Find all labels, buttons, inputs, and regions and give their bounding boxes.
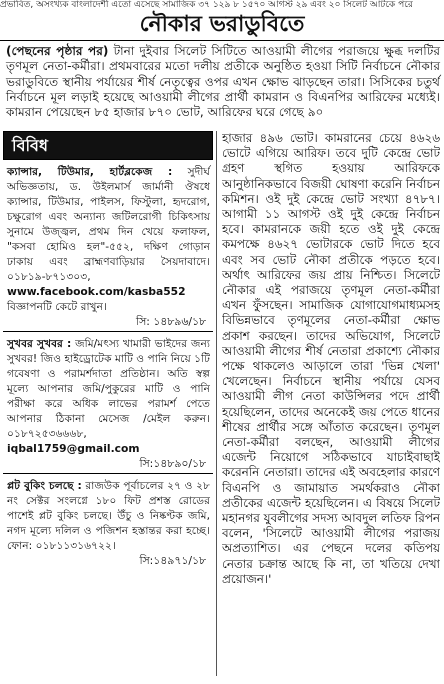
ad-code: সি:১৪৯৭১/১৮ xyxy=(139,554,206,567)
ad-email-link[interactable]: iqbal1759@gmail.com xyxy=(7,442,140,455)
column-divider xyxy=(216,131,217,676)
article-body-text: হাজার ৪৯৬ ভোট। কামরানের চেয়ে ৪৬২৬ ভোটে এগিয়ে আরিফ। তবে দুটি কেন্দ্রে ভোট গ্রহণ স্থগিত হওয়ায় আরিফকে আনুষ্ঠানিকভাবে বিজয়ী ঘোষণা করেনি নির্বাচন কমিশন। ওই দুই কেন্দ্রে ভোট সংখ্যা ৪৭৮৭। আগামী ১১ আগস্ট ওই দুই কেন্দ্রে নির্বাচন হবে। কামরানকে জয়ী হতে ওই দুই কেন্দ্রে কমপক্ষে ৪৬২৭ ভোটারকে ভোট দিতে হবে এবং সব ভোট নৌকা প্রতীকে পড়তে হবে। অর্থাৎ আরিফের জয় প্রায় নিশ্চিত। সিলেটে নৌকার এই পরাজয়ে তৃণমূল নেতা-কর্মীরা এখন ফুঁসছেন। সামাজিক যোগাযোগমাধ্যমসহ বিভিন্নভাবে তৃণমূলের নেতা-কর্মীরা ক্ষোভ প্রকাশ করছেন। তাদের অভিযোগ, সিলেটে আওয়ামী লীগের শীর্ষ নেতারা প্রকাশ্যে নৌকার পক্ষে থাকলেও আড়ালে তারা 'ভিন্ন খেলা' খেলেছেন। নির্বাচনে স্থানীয় পর্যায়ে যেসব আওয়ামী লীগ নেতা কাউন্সিলর পদে প্রার্থী হয়েছিলেন, তাদের অনেকেই জয় পেতে ধানের শীষের প্রার্থীর সঙ্গে আঁতাত করেছেন। তৃণমূল নেতা-কর্মীরা বলছেন, আওয়ামী লীগের এজেন্ট নিয়োগে সঠিকভাবে যাচাইবাছাই করেননি নেতারা। তাদের এই অবহেলার কারণে বিএনপি ও জামায়াত সমর্থকরাও নৌকা প্রতীকের এজেন্ট হয়েছিলেন। এ বিষয়ে সিলেট মহানগর যুবলীগের সদস্য আবদুল লতিফ রিপন বলেন, 'সিলেটে আওয়ামী লীগের পরাজয় অপ্রত্যাশিত। এর পেছনে দলের কতিপয় নেতার চক্রান্ত আছে কি না, তা খতিয়ে দেখা প্রয়োজন।' xyxy=(222,131,440,586)
lead-text: টানা দুইবার সিলেট সিটিতে আওয়ামী লীগের পরাজয়ে ক্ষুব্ধ দলটির তৃণমূল নেতা-কর্মীরা। প্রথমবারের মতো দলীয় প্রতীকে অনুষ্ঠিত হওয়া সিটি নির্বাচনে নৌকার ভরাডুবিতে স্থানীয় পর্যায়ের শীর্ষ নেতৃত্বের ওপর এখন ক্ষোভ ঝাড়ছেন তারা। সিসিকের চতুর্থ নির্বাচনে মূল লড়াই হয়েছে আওয়ামী লীগের প্রার্থী কামরান ও বিএনপির আরিফের মধ্যেই। কামরান পেয়েছেন ৮৫ হাজার ৮৭০ ভোট, আরিফের ঘরে গেছে ৯০ xyxy=(6,44,440,120)
ad-body: রাজউক পূর্বাচলের ২৭ ও ২৮ নং সেক্টর সংলগ্নে ১৮০ ফিট প্রশস্ত রোডের পাশেই প্লট বুকিং চলছে। উঁচু ও নিষ্কণ্টক জমি, নগদ মূল্যে দলিল ও পজিশন হস্তান্তর করা হচ্ছে। ফোন: ০১৮১১৩১৬৭২২। xyxy=(7,479,210,552)
article-lead xyxy=(6,44,440,120)
ad-body: জমি/মৎস্য খামারী ভাইদের জন্য সুখবর! জিও হাইড্রোটেক মাটি ও পানি নিয়ে ১টি গবেষণা ও পরামর্শদাতা প্রতিষ্ঠান। অতি স্বল্প মূল্যে আপনার জমি/পুকুরের মাটি ও পানি পরীক্ষা করে অধিক লাভের পরামর্শ পেতে আপনার ঠিকানা মেসেজ /মেইল করুন। ০১৮৭২৫৩৬৬৬৮, xyxy=(7,337,210,440)
ad-body: সুদীর্ঘ অভিজ্ঞতায়, ড. উইলমার্স জার্মানী ঔষধে ক্যান্সার, টিউমার, পাইলস, ফিস্টুলা, হৃদরোগ, চক্ষুরোগ এবং অন্যান্য জটিলরোগী চিকিৎসায় সুনামে উজ্জ্বল, প্রথম দিন খেয়ে ফলাফল, "কসবা হোমিও হল"-৫৫২, দক্ষিণ গোড়ান ঢাকায় এবং ব্রাহ্মণবাড়িয়ার সৈয়দাবাদে। ০১৮১৯-৮৭১৩০৩, xyxy=(7,165,211,283)
classified-heading: বিবিধ xyxy=(3,131,213,160)
ad-tail: বিজ্ঞাপনটি কেটে রাখুন। xyxy=(7,300,107,313)
classified-ad-kasba xyxy=(3,160,213,332)
previous-article-fragment: প্রভাবিত, অসংখ্যক বাংলাদেশী এতো এসেছে সামাজিক ৩৭ ১২৯ ৮ ১৫৭০ আগস্ট ২৯ এবং ২০ সিলেট আটকে পরে xyxy=(0,0,413,10)
classified-ads-box xyxy=(3,131,213,676)
article-headline: নৌকার ভরাডুবিতে xyxy=(0,10,444,41)
ad-code: সি:১৪৮৯০/১৮ xyxy=(139,457,206,470)
classified-ad-geo-hydrotech xyxy=(3,332,213,474)
ad-web-link[interactable]: www.facebook.com/kasba552 xyxy=(7,285,186,298)
ad-title: ক্যান্সার, টিউমার, হার্টব্লকেজ : xyxy=(7,165,173,178)
ad-code: সি: ১৪৮৯৬/১৮ xyxy=(136,315,206,328)
ad-title: প্লট বুকিং চলছে : xyxy=(7,479,82,492)
article-body-column xyxy=(222,131,440,676)
ad-title: সুখবর সুখবর : xyxy=(7,337,72,350)
classified-ad-plot-booking xyxy=(3,474,213,570)
continued-from-tag: (পেছনের পৃষ্ঠার পর) xyxy=(6,44,109,58)
